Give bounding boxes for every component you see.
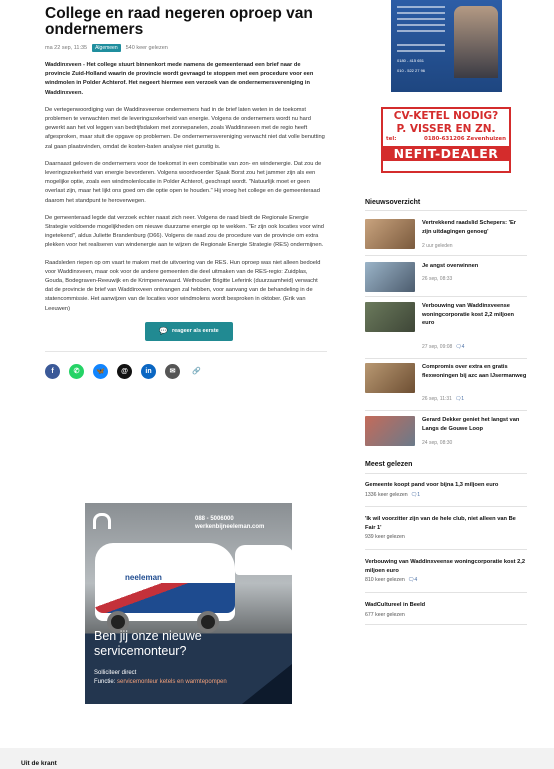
- article-lead: Waddinxveen - Het college stuurt binnenkort mede namens de gemeenteraad een brief naar de provincie Zuid-Holland waarin de provincie wordt gevraagd te stoppen met een procedure voor een windmolen in Polder Achterof. Het negeert hiermee een verzoek van de ondernemersvereniging in Waddinxveen.: [45, 62, 314, 96]
- comment-count: 🗨1: [410, 491, 421, 498]
- comment-count: 🗨1: [454, 396, 465, 402]
- cv-ad-line2: P. VISSER EN ZN.: [396, 123, 496, 135]
- article-paragraph: Daarnaast geloven de ondernemers voor de toekomst in een combinatie van zon- en windenergie. Dat zou de leveringszekerheid van energie bevorderen. Volgens woordvoerder Sjaak Borst zou het jammer zijn als een mogelijke optie, zoals een windmolenlocatie in Polder Achterof, geschrapt wordt. "Natuurlijk moet er geen overlast zijn, maar het lijkt ons goed om die optie open te houden." Hij vroeg het college en de gemeenteraad daarom het standpunt te heroverwegen.: [45, 160, 322, 204]
- most-read-item[interactable]: [365, 601, 527, 618]
- read-count: 939 keer gelezen: [365, 534, 405, 540]
- article: [45, 6, 327, 379]
- news-date: [422, 243, 453, 249]
- comment-count-value: 4: [461, 344, 465, 350]
- ad-brand: neeleman: [125, 573, 162, 582]
- ad-url: 088 - 5006000 werkenbijneeleman.com: [195, 516, 265, 530]
- section-divider: [365, 210, 527, 211]
- news-title: Je angst overwinnen: [422, 263, 479, 269]
- cv-ad-tel: [383, 135, 509, 144]
- most-read-count: [365, 492, 527, 498]
- ad-headline: Ben jij onze nieuwe servicemonteur?: [94, 629, 202, 658]
- most-read-title: 'Ik wil voorzitter zijn van de hele club, niet alleen van Be Fair 1': [365, 516, 516, 531]
- ad-corner: [242, 664, 292, 704]
- ad-text-line: [397, 24, 445, 26]
- footer-title: Uit de krant: [21, 760, 57, 767]
- news-item[interactable]: [365, 262, 527, 300]
- news-date-text: 27 sep, 09:08: [422, 344, 453, 350]
- cv-ad-tel-number: 0180-631206 Zevenhuizen: [424, 136, 506, 142]
- most-read-item[interactable]: [365, 558, 527, 583]
- ad-text-line: [397, 6, 445, 8]
- nieuwsoverzicht-heading: Nieuwsoverzicht: [365, 199, 421, 206]
- section-divider: [365, 255, 527, 256]
- most-read-title: Verbouwing van Waddinxveense woningcorporatie kost 2,2 miljoen euro: [365, 559, 526, 574]
- cv-ad-tel-label: tel:: [386, 136, 397, 142]
- article-paragraph: De gemeenteraad legde dat verzoek echter naast zich neer. Volgens de raad biedt de Regionale Energie Strategie voldoende mogelijkheden om nieuwe duurzame energie op te wekken. "Er zijn ook locaties voor wind ingetekend", aldus Juliette Brandenburg (D66). Volgens de raad zou de procedure van de provincie om extra plekken voor het realiseren van windenergie aan te wijzen de Regionale Energie Strategie (RES) ondermijnen.: [45, 214, 324, 249]
- category-badge[interactable]: Algemeen: [92, 44, 121, 52]
- comment-count: 🗨4: [407, 577, 418, 583]
- news-date-text: 2 uur geleden: [422, 243, 453, 249]
- top-ad[interactable]: [391, 0, 502, 92]
- news-thumbnail: [365, 262, 415, 292]
- email-icon[interactable]: ✉: [165, 364, 180, 379]
- news-thumbnail: [365, 302, 415, 332]
- read-count: 810 keer gelezen: [365, 577, 405, 583]
- ad-sub2: [94, 678, 227, 687]
- neeleman-ad[interactable]: [85, 503, 292, 704]
- van-image: [95, 543, 235, 621]
- news-date-text: 24 sep, 08:30: [422, 440, 453, 446]
- ad-text-line: [397, 30, 445, 32]
- section-divider: [365, 506, 527, 507]
- divider: [45, 351, 327, 352]
- whatsapp-icon[interactable]: ✆: [69, 364, 84, 379]
- article-paragraph: De vertegenwoordiging van de Waddinxveense ondernemers had in de brief laten weten in de toekomst problemen te verwachten met de leveringszekerheid van energie. Volgens de ondernemers wordt nu hard gewerkt aan het vol leggen van bedrijfsdaken met zonnepanelen, zoals Waddinxveen met de regio heeft afgesproken, maar stuit die opgave op problemen. De ondernemersvereniging verwacht niet dat volle benutting zal gaan plaatsvinden, omdat de kosten-baten analyse niet gunstig is.: [45, 106, 325, 150]
- ad-sub2-label: Functie:: [94, 679, 118, 685]
- ad-text-line: [397, 18, 445, 20]
- comment-icon: 💬: [159, 328, 168, 336]
- most-read-title: Gemeente koopt pand voor bijna 1,3 miljoen euro: [365, 482, 499, 488]
- news-date-text: 26 sep, 08:33: [422, 276, 453, 282]
- share-bar: [45, 364, 327, 379]
- section-divider: [365, 358, 527, 359]
- article-meta: [45, 44, 327, 52]
- most-read-item[interactable]: [365, 515, 527, 540]
- van-image: [235, 545, 292, 575]
- most-read-count: [365, 534, 527, 540]
- ad-sub1: Solliciteer direct: [94, 670, 137, 676]
- most-read-count: [365, 612, 527, 618]
- cv-ad-line4: NEFIT-DEALER: [383, 146, 509, 161]
- news-title: Verbouwing van Waddinxveense woningcorporatie kost 2,2 miljoen euro: [422, 303, 514, 326]
- cv-ketel-ad[interactable]: [381, 107, 511, 173]
- section-divider: [365, 592, 527, 593]
- article-views: 540 keer gelezen: [125, 45, 168, 51]
- link-icon[interactable]: 🔗: [192, 368, 201, 376]
- section-divider: [365, 410, 527, 411]
- most-read-count: [365, 577, 527, 583]
- news-thumbnail: [365, 363, 415, 393]
- news-item[interactable]: [365, 363, 527, 401]
- section-divider: [365, 473, 527, 474]
- article-paragraph: Raadsleden riepen op om vaart te maken met de uitvoering van de RES. Hun oproep was niet alleen bedoeld voor Waddinxveen, maar ook voor de andere gemeenten die deel uitmaken van de RES-regio: Zuidplas, Gouda, Bodegraven-Reeuwijk en de Krimpenerwaard. Wethouder Brigitte Leferink (duurzaamheid) verwacht dat de provincie de brief van Waddinxveen ontvangen zal hebben, voor aanvang van de behandeling in de statencommissie. Het aanwijzen van de locaties voor windmolens wordt besproken in oktober. (Erik van Leeuwen): [45, 259, 321, 312]
- news-item[interactable]: [365, 302, 527, 350]
- comment-count-value: 1: [417, 491, 421, 498]
- news-date: [422, 440, 452, 446]
- news-date: [422, 344, 464, 350]
- section-divider: [365, 296, 527, 297]
- news-title: Vertrekkend raadslid Schepers: 'Er zijn uitdagingen genoeg': [422, 220, 516, 235]
- news-date: [422, 276, 452, 282]
- news-thumbnail: [365, 416, 415, 446]
- news-item[interactable]: [365, 219, 527, 257]
- news-item[interactable]: [365, 416, 527, 454]
- react-button[interactable]: [145, 322, 233, 341]
- news-date-text: 26 sep, 11:31: [422, 396, 452, 402]
- news-title: Gerard Dekker geniet het langst van Langs de Gouwe Loop: [422, 417, 520, 432]
- most-read-item[interactable]: [365, 481, 527, 498]
- news-thumbnail: [365, 219, 415, 249]
- article-date: ma 22 sep, 11:35: [45, 45, 88, 51]
- read-count: 677 keer gelezen: [365, 611, 405, 618]
- comment-count: 🗨4: [455, 344, 465, 350]
- news-date: [422, 396, 464, 402]
- footer: [0, 748, 554, 769]
- section-divider: [365, 549, 527, 550]
- ad-sub2-value: servicemonteur ketels en warmtepompen: [117, 679, 227, 685]
- people-image: [454, 6, 498, 78]
- read-count: 1336 keer gelezen: [365, 491, 408, 498]
- article-title: College en raad negeren oproep van ondernemers: [45, 5, 313, 38]
- react-button-label: reageer als eerste: [171, 328, 219, 335]
- threads-icon[interactable]: @: [117, 364, 132, 379]
- facebook-icon[interactable]: f: [45, 364, 60, 379]
- linkedin-icon[interactable]: in: [141, 364, 156, 379]
- comment-count-value: 1: [461, 396, 465, 402]
- ad-text-line: [397, 50, 445, 52]
- house-logo-icon: [93, 513, 111, 529]
- ad-phone: 0180 - 415 651: [397, 58, 424, 63]
- news-title: Compromis over extra en gratis flexwoningen bij azc aan IJsermanweg: [422, 364, 527, 379]
- most-read-title: WadCultureel in Beeld: [365, 602, 426, 608]
- ad-text-line: [397, 44, 445, 46]
- meest-gelezen-heading: Meest gelezen: [365, 461, 413, 468]
- ad-subtext: [94, 669, 227, 687]
- section-divider: [365, 624, 527, 625]
- cv-ad-line1: CV-KETEL NODIG?: [393, 110, 499, 122]
- comment-count-value: 4: [414, 577, 418, 583]
- ad-text-line: [397, 12, 445, 14]
- bluesky-icon[interactable]: 🦋: [93, 364, 108, 379]
- van-stripe: [95, 583, 235, 613]
- ad-phone: 010 - 522 27 96: [397, 68, 426, 73]
